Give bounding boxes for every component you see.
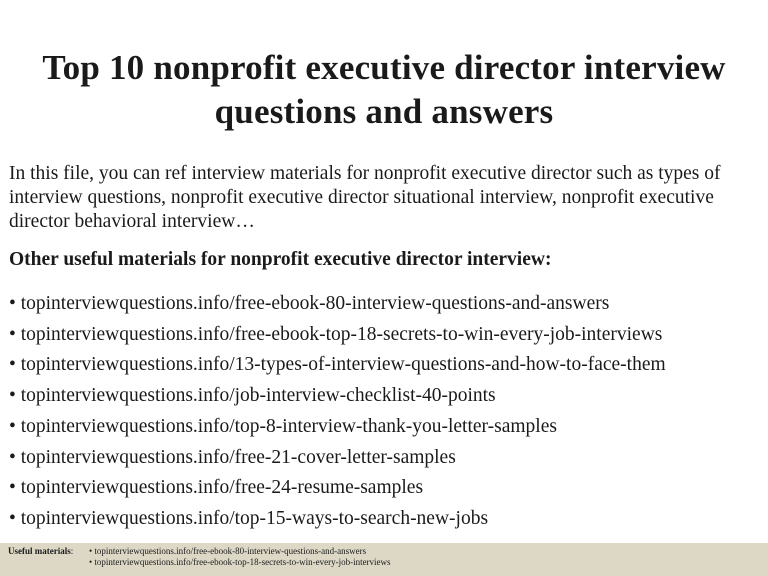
footer-link-2[interactable]: • topinterviewquestions.info/free-ebook-top-18-secrets-to-win-every-job-interviews	[89, 557, 391, 567]
materials-link-5[interactable]: • topinterviewquestions.info/top-8-interview-thank-you-letter-samples	[9, 415, 557, 437]
page-title	[0, 46, 768, 134]
intro-paragraph: In this file, you can ref interview materials for nonprofit executive director such as types of interview questions, nonprofit executive director situational interview, nonprofit executive director behavioral interview…	[9, 163, 721, 232]
materials-link-7[interactable]: • topinterviewquestions.info/free-24-resume-samples	[9, 477, 424, 499]
page-title-line-2: questions and answers	[214, 92, 554, 131]
footer-label-text: Useful materials	[8, 546, 71, 556]
materials-link-6[interactable]: • topinterviewquestions.info/free-21-cover-letter-samples	[9, 446, 456, 468]
footer-link-1[interactable]: • topinterviewquestions.info/free-ebook-80-interview-questions-and-answers	[89, 546, 367, 556]
footer-links	[89, 546, 391, 568]
materials-link-4[interactable]: • topinterviewquestions.info/job-interview-checklist-40-points	[9, 385, 496, 407]
materials-heading: Other useful materials for nonprofit executive director interview:	[9, 249, 552, 270]
materials-link-2[interactable]: • topinterviewquestions.info/free-ebook-top-18-secrets-to-win-every-job-interviews	[9, 323, 663, 345]
materials-link-3[interactable]: • topinterviewquestions.info/13-types-of-interview-questions-and-how-to-face-them	[9, 354, 666, 376]
materials-link-8[interactable]: • topinterviewquestions.info/top-15-ways-to-search-new-jobs	[9, 507, 489, 529]
page-title-line-1: Top 10 nonprofit executive director interview	[42, 48, 726, 87]
footer-bar	[0, 543, 768, 576]
materials-link-1[interactable]: • topinterviewquestions.info/free-ebook-80-interview-questions-and-answers	[9, 293, 610, 314]
materials-list	[9, 289, 764, 535]
footer-label	[8, 546, 73, 557]
footer-label-colon: :	[70, 546, 74, 556]
